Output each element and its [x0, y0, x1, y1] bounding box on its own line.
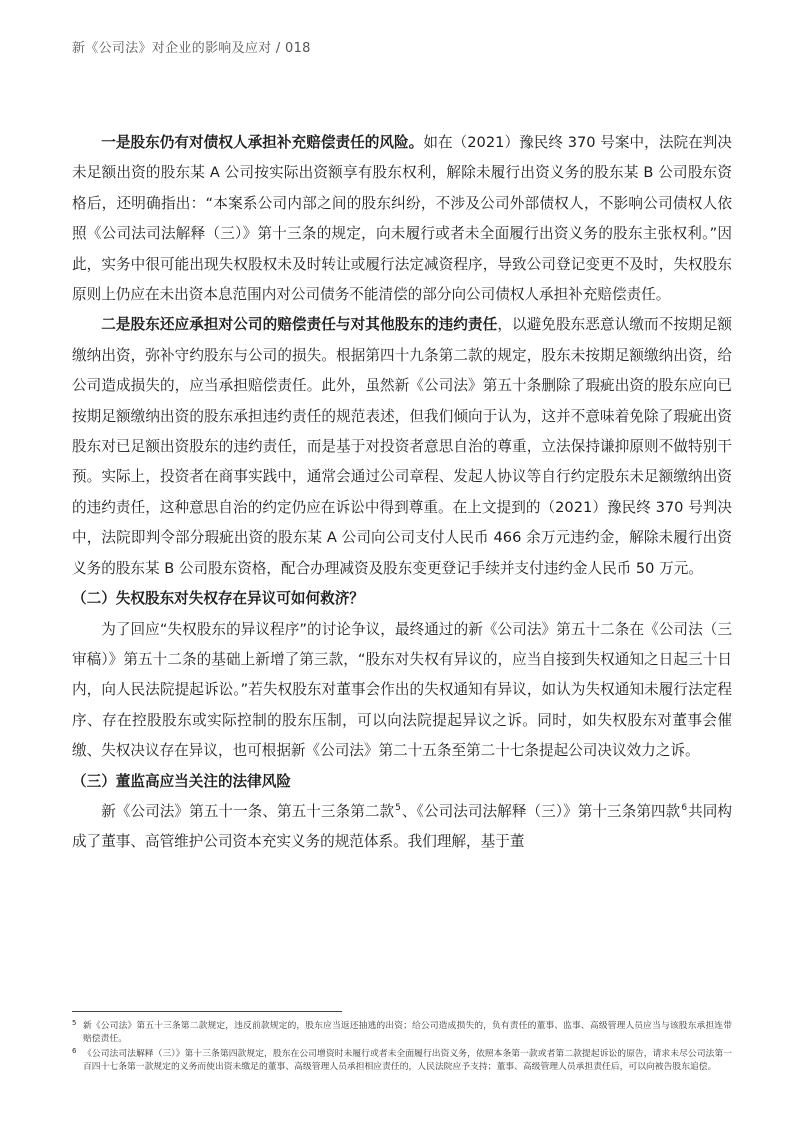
- paragraph-shareholder-compensation-liability: [72, 310, 732, 584]
- footnote-mark: 5: [72, 1019, 77, 1027]
- footnote-divider: [72, 1011, 342, 1012]
- running-header: 新《公司法》对企业的影响及应对 / 018: [72, 41, 311, 56]
- footnote-ref-6[interactable]: 6: [681, 803, 688, 814]
- paragraph-text: 、《公司法司法解释（三）》第十三条第四款: [401, 802, 681, 820]
- paragraph-text: 如在（2021）豫民终 370 号案中，法院在判决未足额出资的股东某 A 公司按实际出资额享有股东权利，解除未履行出资义务的股东某 B 公司股东资格后，还明确指出：“本案系公司内部之间的股东纠纷，不涉及公司外部债权人，不影响公司债权人依照《公司法司法解释（三）》第十三条的规定，向未履行或者未全面履行出资义务的股东主张权利。”因此，实务中很可能出现失权股权未及时转让或履行法定减资程序，导致公司登记变更不及时，失权股东原则上仍应在未出资本息范围内对公司债务不能清偿的部分向公司债权人承担补充赔偿责任。: [72, 134, 732, 304]
- paragraph-text: ，以避免股东恶意认缴而不按期足额缴纳出资，弥补守约股东与公司的损失。根据第四十九条第二款的规定，股东未按期足额缴纳出资，给公司造成损失的，应当承担赔偿责任。此外，虽然新《公司法》第五十条删除了瑕疵出资的股东应向已按期足额缴纳出资的股东承担违约责任的规范表述，但我们倾向于认为，这并不意味着免除了瑕疵出资股东对已足额出资股东的违约责任，而是基于对投资者意思自治的尊重，立法保持谦抑原则不做特别干预。实际上，投资者在商事实践中，通常会通过公司章程、发起人协议等自行约定股东未足额缴纳出资的违约责任，这种意思自治的约定仍应在诉讼中得到尊重。在上文提到的（2021）豫民终 370 号判决中，法院即判令部分瑕疵出资的股东某 A 公司向公司支付人民币 466 余万元违约金，解除未履行出资义务的股东某 B 公司股东资格，配合办理减资及股东变更登记手续并支付违约金人民币 50 万元。: [72, 316, 732, 577]
- footnote-text: 新《公司法》第五十三条第二款规定，违反前款规定的，股东应当返还抽逃的出资；给公司造成损失的，负有责任的董事、监事、高级管理人员应当与该股东承担连带赔偿责任。: [83, 1021, 732, 1044]
- footnote-ref-5[interactable]: 5: [395, 803, 401, 814]
- paragraph-text: 共同构成了董事、高管维护公司资本充实义务的规范体系。我们理解，基于董: [72, 802, 732, 851]
- paragraph-shareholder-supplementary-liability: [72, 128, 732, 310]
- footnote-5: [72, 1020, 732, 1045]
- paragraph-director-capital-duty: [72, 797, 732, 858]
- section-heading-director-risks: （三）董监高应当关注的法律风险: [72, 772, 291, 790]
- page-body: [72, 128, 732, 858]
- footnotes: [72, 1020, 732, 1076]
- section-heading-objection-remedy: （二）失权股东对失权存在异议可如何救济？: [72, 590, 364, 608]
- footnote-6: [72, 1048, 732, 1073]
- footnote-text: 《公司法司法解释（三）》第十三条第四款规定，股东在公司增资时未履行或者未全面履行出资义务，依照本条第一款或者第二款提起诉讼的原告，请求未尽公司法第一百四十七条第一款规定的义务而使出资未缴足的董事、高级管理人员承担相应责任的，人民法院应予支持；董事、高级管理人员承担责任后，可以向被告股东追偿。: [83, 1049, 732, 1072]
- footnote-mark: 6: [72, 1047, 77, 1055]
- paragraph-lead-sentence: 一是股东仍有对债权人承担补充赔偿责任的风险。: [101, 134, 424, 151]
- paragraph-text: 新《公司法》第五十一条、第五十三条第二款: [101, 802, 395, 820]
- paragraph-objection-procedure: 为了回应“失权股东的异议程序”的讨论争议，最终通过的新《公司法》第五十二条在《公司法（三审稿）》第五十二条的基础上新增了第三款，“股东对失权有异议的，应当自接到失权通知之日起三十日内，向人民法院提起诉讼。”若失权股东对董事会作出的失权通知有异议，如认为失权通知未履行法定程序、存在控股股东或实际控制的股东压制，可以向法院提起异议之诉。同时，如失权股东对董事会催缴、失权决议存在异议，也可根据新《公司法》第二十五条至第二十七条提起公司决议效力之诉。: [72, 620, 732, 760]
- paragraph-lead-sentence: 二是股东还应承担对公司的赔偿责任与对其他股东的违约责任: [101, 316, 498, 334]
